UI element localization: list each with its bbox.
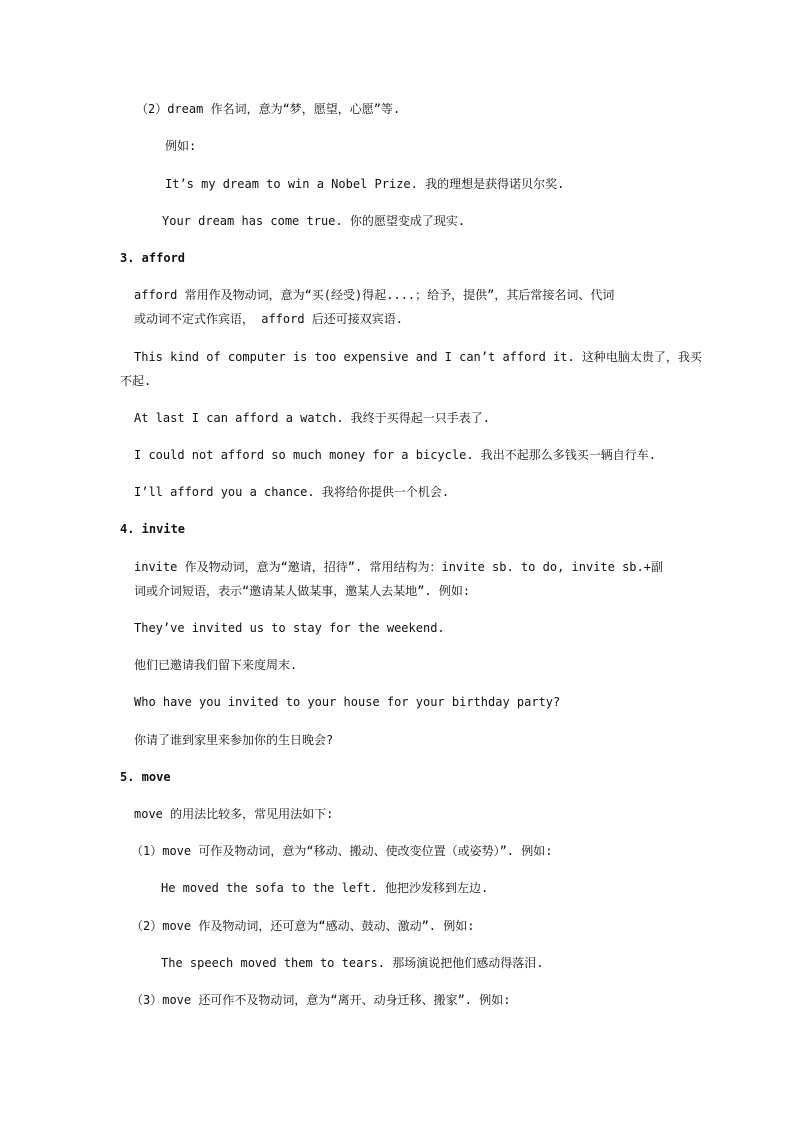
text-line: It’s my dream to win a Nobel Prize. 我的理想是获得诺贝尔奖.	[165, 177, 565, 191]
text-line: afford 常用作及物动词，意为“买(经受)得起....；给予，提供”，其后常接名词、代词	[134, 288, 615, 302]
section-heading: 4. invite	[120, 522, 186, 536]
text-line: 例如:	[165, 139, 197, 153]
section-heading: 3. afford	[120, 251, 186, 265]
text-line: 你请了谁到家里来参加你的生日晚会?	[134, 733, 334, 747]
text-line: Your dream has come true. 你的愿望变成了现实.	[162, 214, 466, 228]
text-line: They’ve invited us to stay for the weekend.	[134, 621, 445, 635]
text-line: I’ll afford you a chance. 我将给你提供一个机会.	[134, 485, 450, 499]
text-line: 词或介词短语，表示“邀请某人做某事，邀某人去某地”. 例如:	[134, 584, 471, 598]
section-heading: 5. move	[120, 770, 171, 784]
text-line: 或动词不定式作宾语， afford 后还可接双宾语.	[134, 312, 404, 326]
text-line: Who have you invited to your house for your birthday party?	[134, 695, 561, 709]
text-line: I could not afford so much money for a bicycle. 我出不起那么多钱买一辆自行车.	[134, 448, 657, 462]
text-line: invite 作及物动词，意为“邀请，招待”. 常用结构为：invite sb. to do, invite sb.+副	[134, 560, 663, 574]
text-line: At last I can afford a watch. 我终于买得起一只手表了.	[134, 411, 490, 425]
text-line: （3）move 还可作不及物动词，意为“离开、动身迁移、搬家”. 例如:	[131, 993, 511, 1007]
text-line: He moved the sofa to the left. 他把沙发移到左边.	[161, 881, 489, 895]
text-line: move 的用法比较多，常见用法如下:	[134, 807, 334, 821]
text-line: （2）dream 作名词，意为“梦，愿望，心愿”等.	[136, 102, 401, 116]
text-line: 他们已邀请我们留下来度周末.	[134, 658, 298, 672]
text-line: This kind of computer is too expensive and I can’t afford it. 这种电脑太贵了，我买	[134, 350, 702, 364]
text-line: （2）move 作及物动词，还可意为“感动、鼓动、激动”. 例如:	[131, 919, 475, 933]
text-line: （1）move 可作及物动词，意为“移动、搬动、使改变位置（或姿势）”. 例如:	[131, 844, 553, 858]
text-line: The speech moved them to tears. 那场演说把他们感动得落泪.	[161, 956, 544, 970]
text-line: 不起.	[120, 374, 152, 388]
